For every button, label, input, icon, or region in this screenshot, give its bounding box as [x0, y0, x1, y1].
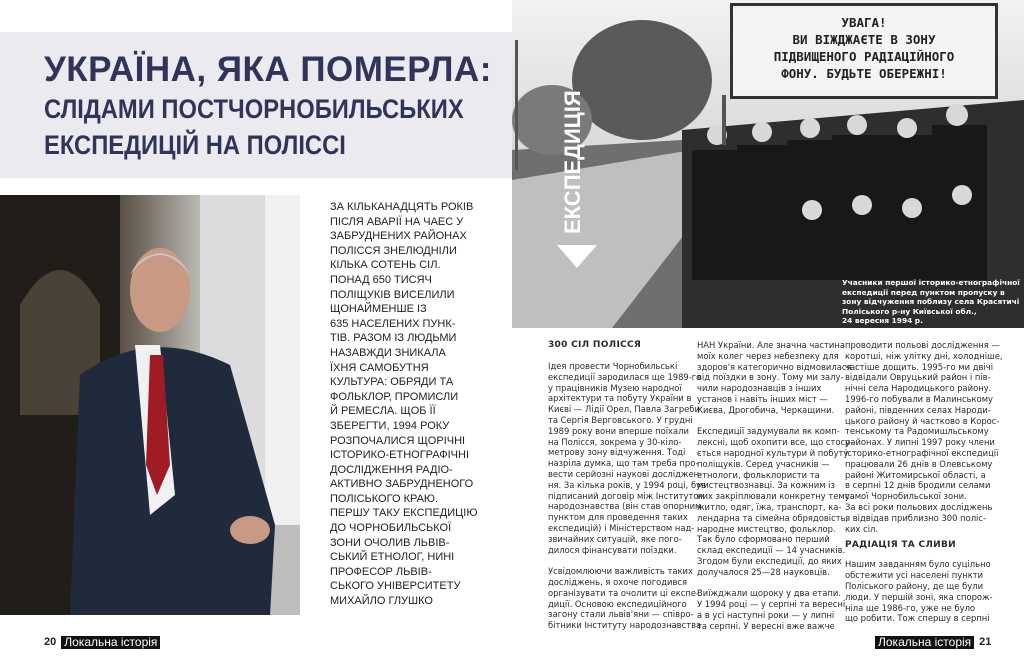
text-line: ТІВ. РАЗОМ ІЗ ЛЮДЬМИ: [330, 332, 457, 345]
text-line: історико-етнографічної експедиції: [845, 447, 999, 458]
text-line: 635 НАСЕЛЕНИХ ПУНК-: [330, 317, 456, 330]
text-line: експедицій) і Міністерством над-: [548, 522, 695, 533]
text-line: поліщуків. Серед учасників —: [697, 458, 830, 469]
text-line: самої Чорнобильської зони.: [845, 491, 967, 502]
text-line: АКТИВНО ЗАБРУДНЕНОГО: [330, 478, 474, 491]
paragraph: [548, 361, 707, 555]
text-line: У 1994 році — у серпні та вересні,: [697, 599, 848, 610]
text-line: архітектури та побуту України в: [548, 393, 692, 404]
text-line: дилося фінансувати поїздки.: [548, 544, 677, 555]
section-label: ЕКСПЕДИЦІЯ: [560, 90, 585, 235]
magazine-logo: Локальна історія: [875, 636, 974, 649]
text-line: експедиції перед пунктом пропуску в: [842, 287, 1005, 297]
text-line: вести серйозні наукові досліджен-: [548, 468, 703, 479]
text-line: КУЛЬТУРА: ОБРЯДИ ТА: [330, 376, 454, 389]
text-line: Згодом були експедиції, до яких: [697, 555, 842, 566]
text-line: Поліського р-ну Київської обл.,: [842, 306, 977, 316]
text-line: РОЗПОЧАЛИСЯ ЩОРІЧНІ: [330, 434, 466, 447]
text-line: ДО ЧОРНОБИЛЬСЬКОЇ: [330, 522, 452, 535]
text-line: ПІСЛЯ АВАРІЇ НА ЧАЕС У: [330, 215, 464, 228]
text-line: 24 вересня 1994 р.: [842, 316, 923, 326]
paragraph: [697, 426, 854, 577]
footer-right: [875, 636, 991, 649]
text-line: ФОЛЬКЛОР, ПРОМИСЛИ: [330, 390, 459, 403]
text-line: НАН України. Але значна частина: [697, 340, 845, 350]
text-line: 1996-го побували в Малинському: [845, 393, 993, 404]
text-line: звичайних ситуацій, яке пого-: [548, 533, 682, 544]
text-line: коротші, ніж улітку дні, холодніше,: [845, 350, 1003, 361]
text-line: я відвідав приблизно 300 поліс-: [845, 512, 987, 523]
text-line: ких сіл.: [845, 523, 879, 534]
text-line: диції. Основою експедиційного: [548, 598, 687, 609]
text-line: у працівників Музею народної: [548, 382, 682, 393]
text-line: ДОСЛІДЖЕННЯ РАДІО-: [330, 463, 453, 476]
text-line: ЗБЕРЕГТИ, 1994 РОКУ: [330, 419, 450, 432]
subheadline-line-1: СЛІДАМИ ПОСТЧОРНОБИЛЬСЬКИХ: [44, 94, 464, 124]
paragraph: [845, 340, 1005, 534]
text-line: ніла ще 1986-го, уже не було: [845, 602, 976, 613]
page-number: 20: [44, 636, 57, 648]
text-line: Так було сформовано перший: [697, 534, 830, 545]
text-line: них закріплювали конкретну тему:: [697, 491, 853, 502]
text-line: ється народної культури й побуту: [697, 447, 849, 458]
text-line: ПОЛІЩУКІВ ВИСЕЛИЛИ: [330, 288, 455, 301]
text-line: від поїздки в зону. Тому ми залу-: [697, 372, 844, 383]
section-heading-radiation: РАДІАЦІЯ ТА СЛИВИ: [845, 540, 956, 551]
text-line: здоров'я категорично відмовилася: [697, 361, 852, 372]
headline: УКРАЇНА, ЯКА ПОМЕРЛА:: [44, 50, 492, 89]
text-line: лендарна та сімейна обрядовість,: [697, 512, 849, 523]
text-line: загону стали львів'яни — співро-: [548, 609, 694, 620]
text-line: районах. У липні 1997 року члени: [845, 437, 995, 448]
text-line: ІСТОРИКО-ЕТНОГРАФІЧНІ: [330, 449, 469, 462]
text-line: 1989 року вони вперше поїхали: [548, 425, 689, 436]
text-line: цького району й частково в Корос-: [845, 415, 1000, 426]
text-line: тенському та Радомишльському: [845, 426, 989, 437]
text-line: ПОНАД 650 ТИСЯЧ: [330, 273, 432, 286]
subheadline-line-2: ЕКСПЕДИЦІЙ НА ПОЛІССІ: [44, 130, 346, 160]
text-line: лексні, щоб охопити все, що стосу-: [697, 437, 854, 448]
text-line: Учасники першої історико-етнографічної: [842, 278, 1020, 287]
text-line: МИХАЙЛО ГЛУШКО: [330, 595, 433, 608]
text-line: в серпні 12 днів бродили селами: [845, 480, 991, 491]
paragraph: [548, 566, 702, 631]
portrait-photo: [0, 195, 300, 615]
text-line: житло, одяг, їжа, транспорт, ка-: [697, 501, 842, 512]
text-line: районі, південних селах Народи-: [845, 404, 991, 415]
text-line: пунктом для проведення таких: [548, 512, 688, 523]
text-line: народознавства (він став опорним: [548, 501, 702, 512]
text-line: ВИ ВІЖДЖАЄТЕ В ЗОНУ: [792, 32, 936, 47]
text-line: Усвідомлюючи важливість таких: [548, 566, 693, 577]
text-line: мистецтвознавці. За кожним із: [697, 480, 835, 491]
text-line: ФОНУ. БУДЬТЕ ОБЕРЕЖНІ!: [781, 66, 947, 81]
text-line: Нашим завданням було суцільно: [845, 559, 991, 570]
intro-lead-text: [330, 200, 510, 609]
paragraph: [845, 559, 1005, 624]
photo-caption: [842, 278, 1020, 326]
text-line: частіше дощить. 1995-го ми двічі: [845, 361, 994, 372]
text-line: ПІДВИЩЕНОГО РАДІАЦІЙНОГО: [773, 49, 955, 64]
text-line: ЇХНЯ САМОБУТНЯ: [330, 361, 429, 374]
column-3: [845, 340, 1005, 624]
text-line: бітники Інституту народознавства: [548, 620, 702, 631]
page-number: 21: [979, 636, 992, 648]
text-line: установ і навіть інших міст —: [697, 393, 828, 404]
text-line: зону відчуження поблизу села Красятичі: [842, 297, 1020, 307]
radiation-warning-sign: [730, 3, 998, 99]
text-line: та Сергія Верговського. У грудні: [548, 414, 693, 425]
column-1: [548, 340, 707, 642]
text-line: ПЕРШУ ТАКУ ЕКСПЕДИЦІЮ: [330, 507, 478, 520]
text-line: назріла думка, що там треба про-: [548, 458, 699, 469]
text-line: ЗАБРУДНЕНИХ РАЙОНАХ: [330, 230, 467, 243]
text-line: моїх колег через небезпеку для: [697, 350, 839, 361]
text-line: Експедиції задумували як комп-: [697, 426, 840, 437]
text-line: ПРОФЕСОР ЛЬВІВ-: [330, 565, 432, 578]
text-line: Виїжджали щороку у два етапи.: [697, 588, 841, 599]
text-line: організувати та очолити ці експе-: [548, 587, 700, 598]
text-line: обстежити усі населені пункти: [845, 570, 984, 581]
text-line: За всі роки польових досліджень: [845, 501, 993, 512]
text-line: а в усі наступні роки — у липні: [697, 609, 835, 620]
text-line: СЬКОГО УНІВЕРСИТЕТУ: [330, 580, 461, 593]
text-line: ЗА КІЛЬКАНАДЦЯТЬ РОКІВ: [330, 201, 474, 213]
text-line: експедиції зародилася ще 1989-го: [548, 371, 702, 382]
text-line: працювали 26 днів в Олевському: [845, 458, 993, 469]
text-line: люди. У першій зоні, яка спорож-: [845, 591, 993, 602]
text-line: Києві — Лідії Орел, Павла Загреби: [548, 404, 700, 415]
text-line: склад експедиції — 14 учасників.: [697, 545, 846, 556]
text-line: НАЗАВЖДИ ЗНИКАЛА: [330, 346, 446, 359]
text-line: метрову зону відчуження. Тоді: [548, 447, 686, 458]
portrait-illustration: [0, 195, 300, 615]
text-line: УВАГА!: [841, 15, 887, 30]
text-line: ня. За кілька років, у 1994 році, був: [548, 479, 707, 490]
text-line: етнологи, фольклористи та: [697, 469, 820, 480]
text-line: Києва, Дрогобича, Черкащини.: [697, 404, 835, 415]
section-heading-300-villages: 300 СІЛ ПОЛІССЯ: [548, 340, 642, 350]
text-line: ЗОНИ ОЧОЛИВ ЛЬВІВ-: [330, 536, 450, 549]
text-line: та серпні. У вересні вже важче: [697, 620, 835, 631]
text-line: на Полісся, зокрема у 30-кіло-: [548, 436, 682, 447]
text-line: Ідея провести Чорнобильські: [548, 361, 678, 371]
text-line: народне мистецтво, фольклор.: [697, 523, 836, 534]
paragraph: [697, 340, 852, 416]
text-line: Й РЕМЕСЛА. ЩОБ ЇЇ: [330, 405, 436, 418]
text-line: підписаний договір між Інститутом: [548, 490, 705, 501]
paragraph: [697, 588, 848, 631]
text-line: СЬКИЙ ЕТНОЛОГ, НИНІ: [330, 551, 455, 564]
text-line: Поліського району, де ще були: [845, 580, 984, 591]
text-line: КІЛЬКА СОТЕНЬ СІЛ.: [330, 259, 441, 272]
text-line: нічні села Народицького району.: [845, 383, 992, 394]
footer-left: [44, 636, 160, 649]
text-line: районі Житомирської області, а: [845, 469, 986, 480]
text-line: чили народознавців з інших: [697, 383, 822, 394]
text-line: долучалося 25—28 науковців.: [697, 566, 830, 577]
magazine-logo: Локальна історія: [61, 636, 160, 649]
text-line: відвідали Овруцький район і пів-: [845, 372, 991, 383]
text-line: досліджень, я охоче погодився: [548, 576, 688, 587]
text-line: що робити. Тож спершу в серпні: [845, 613, 990, 624]
text-line: проводити польові дослідження —: [845, 340, 1000, 350]
text-line: ПОЛІСЬКОГО КРАЮ.: [330, 492, 439, 505]
column-2: [697, 340, 854, 642]
text-line: ЩОНАЙМЕНШЕ ІЗ: [330, 303, 427, 316]
text-line: ПОЛІССЯ ЗНЕЛЮДНІЛИ: [330, 244, 457, 257]
